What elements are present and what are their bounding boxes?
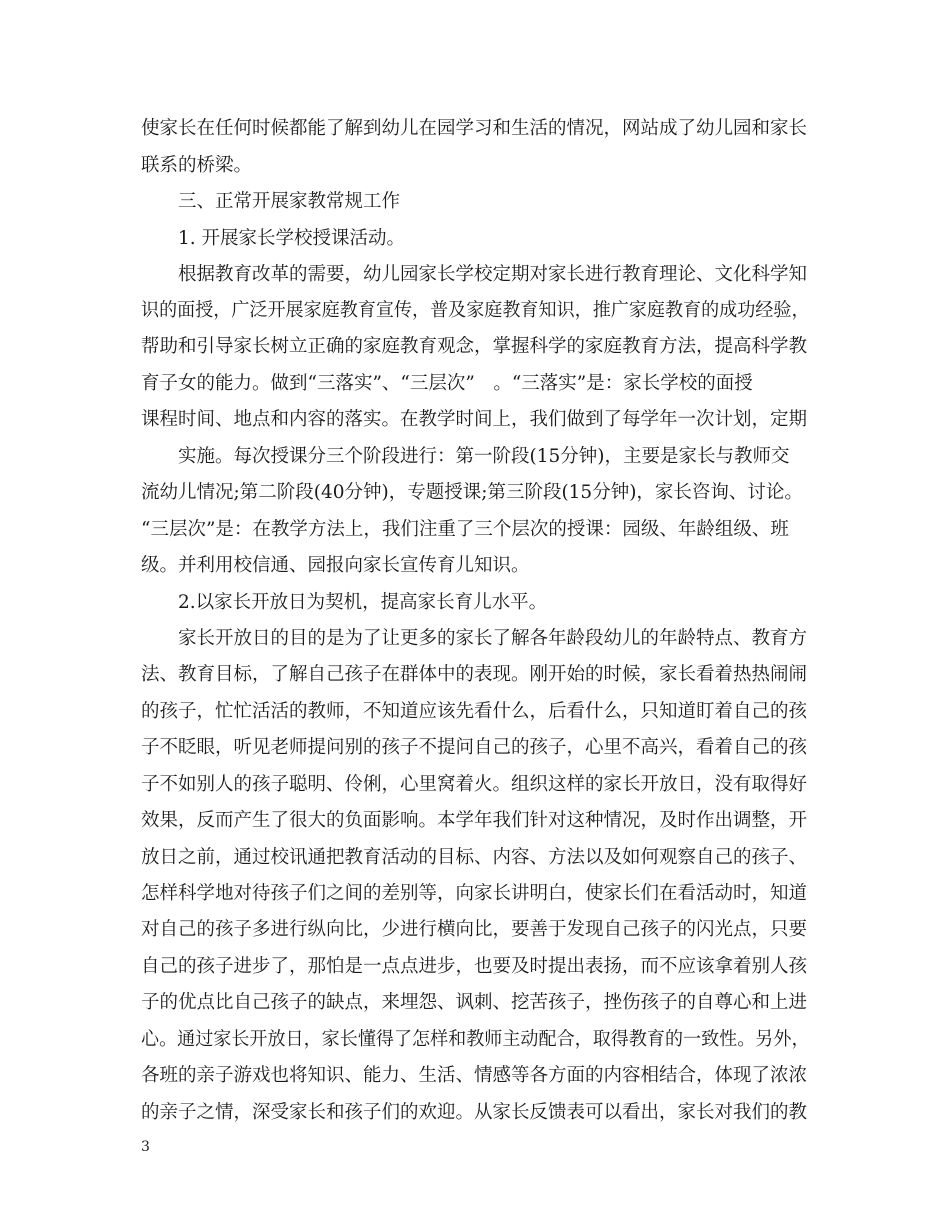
text-line: 实施。每次授课分三个阶段进行：第一阶段(15分钟)，主要是家长与教师交 — [178, 446, 790, 467]
text-line: 子不眨眼，听见老师提问别的孩子不提问自己的孩子，心里不高兴，看着自己的孩 — [141, 737, 808, 758]
subsection-heading: 2.以家长开放日为契机，提高家长育儿水平。 — [178, 592, 548, 613]
text-line: “三层次”是：在教学方法上，我们注重了三个层次的授课：园级、年龄组级、班 — [141, 519, 789, 540]
text-line: 育子女的能力。做到“三落实”、“三层次” 。“三落实”是：家长学校的面授 — [141, 373, 753, 394]
text-line: 法、教育目标，了解自己孩子在群体中的表现。刚开始的时候，家长看着热热闹闹 — [141, 664, 808, 685]
text-line: 放日之前，通过校讯通把教育活动的目标、内容、方法以及如何观察自己的孩子、 — [141, 847, 808, 868]
text-line: 自己的孩子进步了，那怕是一点点进步，也要及时提出表扬，而不应该拿着别人孩 — [141, 956, 808, 977]
text-line: 怎样科学地对待孩子们之间的差别等，向家长讲明白，使家长们在看活动时，知道 — [141, 883, 808, 904]
text-line: 子的优点比自己孩子的缺点，来埋怨、讽刺、挖苦孩子，挫伤孩子的自尊心和上进 — [141, 992, 808, 1013]
text-line: 根据教育改革的需要，幼儿园家长学校定期对家长进行教育理论、文化科学知 — [178, 264, 808, 285]
text-line: 家长开放日的目的是为了让更多的家长了解各年龄段幼儿的年龄特点、教育方 — [178, 628, 808, 649]
text-line: 子不如别人的孩子聪明、伶俐，心里窝着火。组织这样的家长开放日，没有取得好 — [141, 774, 808, 795]
text-line: 使家长在任何时候都能了解到幼儿在园学习和生活的情况，网站成了幼儿园和家长 — [141, 118, 808, 139]
page-number: 3 — [141, 1139, 150, 1155]
text-line: 帮助和引导家长树立正确的家庭教育观念，掌握科学的家庭教育方法，提高科学教 — [141, 336, 808, 357]
subsection-heading: 1. 开展家长学校授课活动。 — [178, 228, 406, 249]
text-line: 效果，反而产生了很大的负面影响。本学年我们针对这种情况，及时作出调整，开 — [141, 810, 808, 831]
text-line: 的亲子之情，深受家长和孩子们的欢迎。从家长反馈表可以看出，家长对我们的教 — [141, 1102, 808, 1123]
text-line: 课程时间、地点和内容的落实。在教学时间上，我们做到了每学年一次计划，定期 — [141, 409, 808, 430]
text-line: 级。并利用校信通、园报向家长宣传育儿知识。 — [141, 555, 530, 576]
text-line: 的孩子，忙忙活活的教师，不知道应该先看什么，后看什么，只知道盯着自己的孩 — [141, 701, 808, 722]
text-line: 识的面授，广泛开展家庭教育宣传，普及家庭教育知识，推广家庭教育的成功经验， — [141, 300, 810, 321]
text-line: 各班的亲子游戏也将知识、能力、生活、情感等各方面的内容相结合，体现了浓浓 — [141, 1065, 808, 1086]
section-heading: 三、正常开展家教常规工作 — [178, 191, 401, 212]
text-line: 流幼儿情况;第二阶段(40分钟)，专题授课;第三阶段(15分钟)，家长咨询、讨论。 — [141, 482, 803, 503]
text-line: 联系的桥梁。 — [141, 155, 253, 176]
text-line: 心。通过家长开放日，家长懂得了怎样和教师主动配合，取得教育的一致性。另外， — [141, 1029, 810, 1050]
text-line: 对自己的孩子多进行纵向比，少进行横向比，要善于发现自己孩子的闪光点，只要 — [141, 919, 808, 940]
